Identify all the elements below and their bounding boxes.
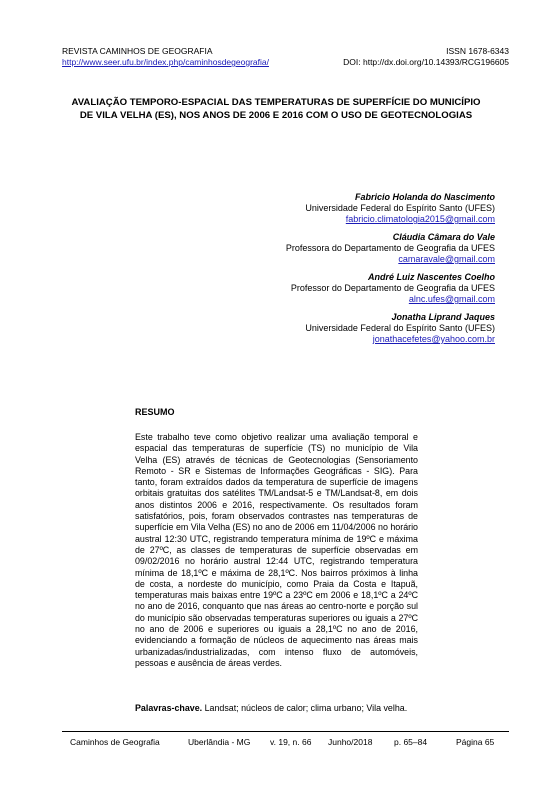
author-block <box>286 232 495 265</box>
author-email-link[interactable]: jonathacefetes@yahoo.com.br <box>372 334 495 344</box>
author-email-link[interactable]: fabricio.climatologia2015@gmail.com <box>345 214 495 224</box>
author-affiliation: Professor do Departamento de Geografia da UFES <box>290 283 495 293</box>
author-name: Jonatha Liprand Jaques <box>391 312 495 322</box>
author-affiliation: Universidade Federal do Espírito Santo (UFES) <box>305 203 495 213</box>
author-email-link[interactable]: camaravale@gmail.com <box>398 254 495 264</box>
author-block <box>286 312 495 345</box>
footer-pages: p. 65–84 <box>394 737 428 747</box>
keywords-text: Landsat; núcleos de calor; clima urbano; Vila velha. <box>202 703 408 713</box>
author-name: Cláudia Câmara do Vale <box>392 232 495 242</box>
footer-volume: v. 19, n. 66 <box>270 737 312 747</box>
header-right <box>343 46 509 68</box>
paper-title: AVALIAÇÃO TEMPORO-ESPACIAL DAS TEMPERATURAS DE SUPERFÍCIE DO MUNICÍPIO DE VILA VELHA (ES), NOS ANOS DE 2006 E 2016 COM O USO DE GEOTECNOLOGIAS <box>71 97 481 121</box>
author-block <box>286 272 495 305</box>
doi-text[interactable]: DOI: http://dx.doi.org/10.14393/RCG196605 <box>343 57 509 67</box>
footer-journal: Caminhos de Geografia <box>70 737 160 747</box>
footer-divider <box>62 731 509 732</box>
author-name: André Luiz Nascentes Coelho <box>367 272 495 282</box>
footer-date: Junho/2018 <box>328 737 373 747</box>
keywords <box>135 703 407 713</box>
footer-city: Uberlândia - MG <box>188 737 251 747</box>
author-list <box>286 192 495 352</box>
abstract-heading: RESUMO <box>135 407 175 417</box>
issn: ISSN 1678-6343 <box>446 46 509 56</box>
abstract-text: Este trabalho teve como objetivo realizar uma avaliação temporal e espacial das temperaturas de superfície (TS) no município de Vila Velha (ES) através de técnicas de Geotecnologias (Sensoriamento Remoto - SR e Sistemas de Informações Geográficas - SIG). Para tanto, foram extraídos dados da temperatura de superfície de imagens orbitais gratuitas dos satélites TM/Landsat-5 e TM/Landsat-8, em dois anos distintos 2006 e 2016, respectivamente. Os resultados foram satisfatórios, pois, foram observados contrastes nas temperaturas de superfície em Vila Velha (ES) no ano de 2006 em 11/04/2006 no horário austral 12:30 UTC, registrando temperatura mínima de 19ºC e máxima de 27ºC, as classes de temperaturas de superfície observadas em 09/02/2016 no horário austral 12:44 UTC, registrando temperatura mínima de 18,1ºC e máxima de 28,1ºC. Nos bairros próximos à linha de costa, a nordeste do município, como Praia da Costa e Itapuã, temperaturas mais baixas entre 19ºC a 23ºC em 2006 e 18,1ºC a 24ºC no ano de 2016, conquanto que nas áreas ao centro-norte e porção sul do município são observadas temperaturas superiores ou iguais a 27ºC no ano de 2006 e superiores ou iguais a 28,1ºC no ano de 2016, evidenciando a formação de núcleos de aquecimento nas áreas mais urbanizadas/industrializadas, com intenso fluxo de automóveis, pessoas e ausência de áreas verdes. <box>135 432 418 668</box>
author-affiliation: Universidade Federal do Espírito Santo (UFES) <box>305 323 495 333</box>
doi-link[interactable] <box>343 57 509 68</box>
page-footer <box>70 737 494 747</box>
author-name: Fabricio Holanda do Nascimento <box>354 192 495 202</box>
footer-page-number: Página 65 <box>456 737 495 747</box>
author-block <box>286 192 495 225</box>
author-email-link[interactable]: alnc.ufes@gmail.com <box>408 294 495 304</box>
header-left <box>62 46 269 68</box>
author-affiliation: Professora do Departamento de Geografia da UFES <box>285 243 495 253</box>
journal-name: REVISTA CAMINHOS DE GEOGRAFIA <box>62 46 213 56</box>
keywords-label: Palavras-chave. <box>135 703 203 713</box>
journal-url-link[interactable]: http://www.seer.ufu.br/index.php/caminhosdegeografia/ <box>62 57 269 67</box>
